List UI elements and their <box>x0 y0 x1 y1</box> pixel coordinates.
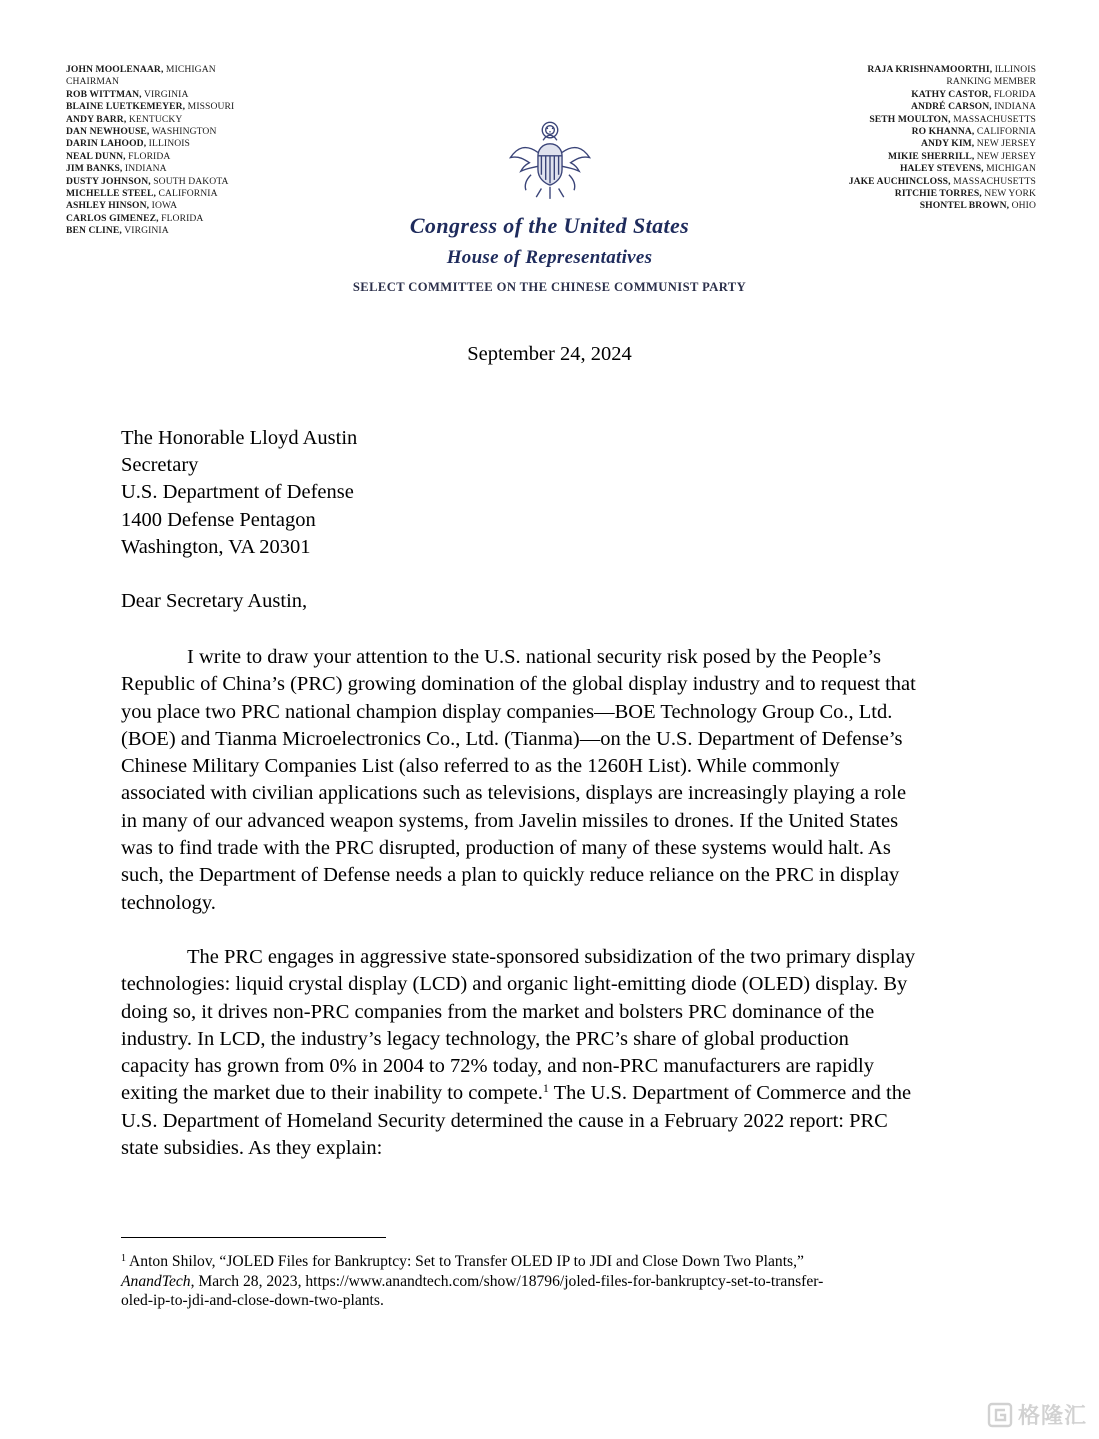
member-name: SETH MOULTON, <box>869 113 951 125</box>
member-state: SOUTH DAKOTA <box>150 175 229 187</box>
member-name: DARIN LAHOOD, <box>66 138 147 150</box>
paragraph-line: you place two PRC national champion display companies—BOE Technology Group Co., Ltd. <box>121 700 893 723</box>
paragraph-line: state subsidies. As they explain: <box>121 1137 383 1160</box>
member-name: ANDY BARR, <box>66 113 127 125</box>
member-name: RAJA KRISHNAMOORTHI, <box>867 64 993 75</box>
member-entry <box>66 101 234 113</box>
member-entry <box>66 138 234 150</box>
member-name: RO KHANNA, <box>911 126 975 138</box>
paragraph-line: capacity has grown from 0% in 2004 to 72% today, and non-PRC manufacturers are rapidly <box>121 1055 874 1078</box>
paragraph-line: The PRC engages in aggressive state-sponsored subsidization of the two primary display <box>187 946 916 968</box>
member-state: MASSACHUSETTS <box>950 175 1036 187</box>
member-state: MICHIGAN <box>983 163 1036 175</box>
member-state: NEW JERSEY <box>974 138 1036 150</box>
member-entry <box>849 163 1036 175</box>
member-name: JIM BANKS, <box>66 163 123 175</box>
salutation: Dear Secretary Austin, <box>121 590 308 612</box>
member-name: KATHY CASTOR, <box>911 88 992 100</box>
member-name: MICHELLE STEEL, <box>66 188 157 200</box>
watermark <box>987 1399 1087 1430</box>
member-entry <box>66 200 234 212</box>
member-entry <box>849 176 1036 188</box>
committee-name: SELECT COMMITTEE ON THE CHINESE COMMUNIST PARTY <box>352 280 747 294</box>
member-name: MIKIE SHERRILL, <box>888 150 975 162</box>
member-name: SHONTEL BROWN, <box>919 200 1010 212</box>
member-entry <box>849 188 1036 200</box>
paragraph-2 <box>121 944 991 1162</box>
paragraph-line: I write to draw your attention to the U.S. national security risk posed by the People’s <box>187 646 882 668</box>
member-name: JOHN MOOLENAAR, <box>66 64 164 75</box>
member-state: CHAIRMAN <box>66 76 120 88</box>
paragraph-line: Chinese Military Companies List (also referred to as the 1260H List). While commonly <box>121 755 840 778</box>
member-name: NEAL DUNN, <box>66 150 126 162</box>
member-name: HALEY STEVENS, <box>899 163 984 175</box>
paragraph-line: industry. In LCD, the industry’s legacy technology, the PRC’s share of global production <box>121 1027 849 1050</box>
member-name: BLAINE LUETKEMEYER, <box>66 101 186 113</box>
member-name: DAN NEWHOUSE, <box>66 126 150 138</box>
footnote-line <box>121 1272 1001 1292</box>
member-name: CARLOS GIMENEZ, <box>66 212 159 224</box>
member-entry <box>66 114 234 126</box>
footnote <box>121 1252 1001 1311</box>
member-entry <box>66 64 234 76</box>
footnote-marker[interactable]: 1 <box>542 1081 549 1096</box>
paragraph-line: associated with civilian applications such as televisions, displays are increasingly playing a role <box>121 782 907 805</box>
footnote-divider <box>121 1237 386 1238</box>
member-state: IOWA <box>149 200 178 212</box>
paragraph-text: The U.S. Department of Commerce and the <box>548 1082 912 1105</box>
paragraph-line: U.S. Department of Homeland Security determined the cause in a February 2022 report: PRC <box>121 1109 888 1132</box>
footnote-publication: AnandTech <box>121 1272 191 1290</box>
address-line: Secretary <box>121 454 199 477</box>
member-state: FLORIDA <box>991 88 1036 100</box>
footnote-link-continued[interactable]: oled-ip-to-jdi-and-close-down-two-plants. <box>121 1292 384 1310</box>
footnote-text: Anton Shilov, “JOLED Files for Bankruptcy: Set to Transfer OLED IP to JDI and Close Down Two Plants,” <box>126 1253 804 1270</box>
member-state: OHIO <box>1009 200 1036 212</box>
paragraph-line: doing so, it drives non-PRC companies from the market and bolsters PRC dominance of the <box>121 1000 875 1023</box>
member-entry <box>66 188 234 200</box>
eagle-seal-icon <box>507 118 593 204</box>
member-state: MASSACHUSETTS <box>950 113 1036 125</box>
member-entry <box>66 151 234 163</box>
paragraph-line: Republic of China’s (PRC) growing domination of the global display industry and to request that <box>121 673 916 696</box>
member-state: VIRGINIA <box>141 88 189 100</box>
recipient-address <box>121 425 357 561</box>
member-state: KENTUCKY <box>126 113 183 125</box>
house-title: House of Representatives <box>446 247 653 268</box>
member-entry <box>66 89 234 101</box>
paragraph-line: technologies: liquid crystal display (LCD) and organic light-emitting diode (OLED) display. By <box>121 973 908 996</box>
member-state: FLORIDA <box>125 150 171 162</box>
member-name: ASHLEY HINSON, <box>66 200 150 212</box>
watermark-text: 格隆汇 <box>1017 1404 1087 1429</box>
member-entry <box>849 101 1036 113</box>
member-entry <box>849 200 1036 212</box>
paragraph-line: such, the Department of Defense needs a plan to quickly reduce reliance on the PRC in display <box>121 864 900 887</box>
member-entry <box>849 151 1036 163</box>
member-entry <box>66 163 234 175</box>
member-name: BEN CLINE, <box>66 225 122 237</box>
member-state: ILLINOIS <box>146 138 190 150</box>
member-state: ILLINOIS <box>992 64 1036 75</box>
address-line: Washington, VA 20301 <box>121 535 311 558</box>
member-name: RITCHIE TORRES, <box>894 188 982 200</box>
footnote-line <box>121 1252 1001 1272</box>
member-entry <box>849 64 1036 76</box>
paragraph-line: (BOE) and Tianma Microelectronics Co., Ltd. (Tianma)—on the U.S. Department of Defense’s <box>121 727 903 750</box>
member-entry <box>66 76 234 88</box>
member-entry <box>849 126 1036 138</box>
minority-members-list <box>849 64 1036 213</box>
address-line: U.S. Department of Defense <box>121 481 354 504</box>
paragraph-line: was to find trade with the PRC disrupted, production of many of these systems would halt. As <box>121 837 891 860</box>
member-name: JAKE AUCHINCLOSS, <box>848 175 951 187</box>
member-state: NEW YORK <box>981 188 1036 200</box>
address-line: The Honorable Lloyd Austin <box>121 427 358 449</box>
footnote-link[interactable]: , March 28, 2023, https://www.anandtech.com/show/18796/joled-files-for-bankruptcy-set-to-transfer- <box>190 1272 824 1290</box>
member-entry <box>849 89 1036 101</box>
member-state: CALIFORNIA <box>974 126 1036 138</box>
address-line: 1400 Defense Pentagon <box>121 508 316 531</box>
member-state: RANKING MEMBER <box>946 76 1036 88</box>
member-state: WASHINGTON <box>149 126 217 138</box>
member-name: DUSTY JOHNSON, <box>66 175 151 187</box>
member-name: ANDY KIM, <box>921 138 975 150</box>
paragraph-1 <box>121 644 991 917</box>
paragraph-line: in many of our advanced weapon systems, from Javelin missiles to drones. If the United States <box>121 809 899 832</box>
member-state: FLORIDA <box>158 212 204 224</box>
letter-date: September 24, 2024 <box>467 343 632 365</box>
paragraph-text: exiting the market due to their inability to compete. <box>121 1082 543 1105</box>
member-entry <box>66 126 234 138</box>
member-state: VIRGINIA <box>121 225 169 237</box>
majority-members-list <box>66 64 234 238</box>
paragraph-line-with-footnote <box>121 1080 991 1107</box>
paragraph-line: technology. <box>121 891 216 914</box>
footnote-number: 1 <box>121 1253 126 1264</box>
member-entry <box>849 114 1036 126</box>
member-state: INDIANA <box>122 163 167 175</box>
member-name: ANDRÉ CARSON, <box>911 101 992 113</box>
member-state: MICHIGAN <box>163 64 216 75</box>
member-name: ROB WITTMAN, <box>66 88 142 100</box>
member-state: CALIFORNIA <box>156 188 218 200</box>
member-state: MISSOURI <box>185 101 235 113</box>
congress-title: Congress of the United States <box>409 213 690 238</box>
gelonghui-logo-icon <box>987 1402 1013 1428</box>
member-state: NEW JERSEY <box>974 150 1036 162</box>
member-entry <box>66 176 234 188</box>
member-state: INDIANA <box>991 101 1036 113</box>
member-entry <box>849 76 1036 88</box>
member-entry <box>849 138 1036 150</box>
